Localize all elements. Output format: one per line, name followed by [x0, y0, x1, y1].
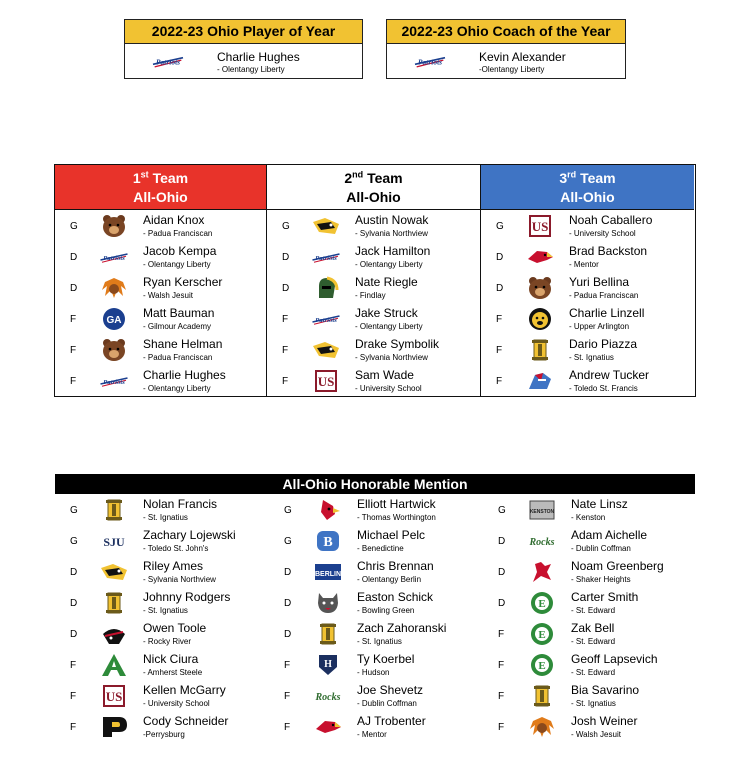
player-school: - University School — [355, 384, 422, 393]
player-name: Shane Helman — [143, 337, 223, 351]
bear-logo-icon — [525, 276, 555, 300]
player-school: - Walsh Jesuit — [571, 730, 621, 739]
player-row — [55, 681, 269, 712]
cardinal-head-logo-icon — [313, 498, 343, 522]
player-name: Noah Caballero — [569, 213, 653, 227]
player-position: F — [498, 722, 505, 733]
player-position: D — [70, 629, 78, 640]
svg-text:US: US — [531, 219, 549, 234]
player-position: G — [70, 221, 78, 232]
svg-text:E: E — [538, 629, 546, 641]
player-row — [269, 650, 483, 681]
player-row — [55, 242, 266, 273]
coach-of-year-school: -Olentangy Liberty — [479, 65, 545, 74]
ignatius-logo-icon — [99, 591, 129, 615]
player-school: - University School — [143, 699, 210, 708]
player-position: D — [496, 252, 504, 263]
player-position: F — [284, 660, 291, 671]
hudson-logo-icon — [313, 653, 343, 677]
player-row — [481, 273, 694, 304]
coach-of-year-title: 2022-23 Ohio Coach of the Year — [387, 20, 625, 44]
player-position: D — [284, 598, 292, 609]
player-row — [55, 335, 266, 366]
svg-text:Patriots: Patriots — [103, 255, 125, 262]
shamrocks-logo-icon — [313, 684, 343, 708]
player-name: Kellen McGarry — [143, 683, 226, 697]
player-row — [55, 526, 269, 557]
warrior-logo-icon — [527, 715, 557, 739]
benedictine-logo-icon — [313, 529, 343, 553]
perrysburg-logo-icon — [99, 715, 129, 739]
player-school: - Olentangy Liberty — [143, 384, 211, 393]
player-row — [269, 526, 483, 557]
svg-text:H: H — [324, 659, 332, 670]
player-school: - Sylvania Northview — [355, 353, 428, 362]
player-name: Nolan Francis — [143, 497, 218, 511]
player-position: D — [282, 283, 290, 294]
player-row — [481, 304, 694, 335]
player-row — [483, 588, 697, 619]
player-position: D — [284, 567, 292, 578]
player-school: - Olentangy Liberty — [355, 260, 423, 269]
player-row — [483, 495, 697, 526]
player-name: Jacob Kempa — [143, 244, 217, 258]
player-row — [267, 335, 480, 366]
ignatius-logo-icon — [527, 684, 557, 708]
coach-of-year-name: Kevin Alexander — [479, 50, 566, 64]
honorable-mention-header: All-Ohio Honorable Mention — [55, 474, 695, 494]
player-position: F — [498, 691, 505, 702]
player-row — [269, 588, 483, 619]
player-row — [55, 366, 266, 397]
player-position: G — [496, 221, 504, 232]
player-row — [483, 526, 697, 557]
player-row — [483, 619, 697, 650]
svg-text:US: US — [105, 689, 123, 704]
player-name: Geoff Lapsevich — [571, 652, 658, 666]
player-position: G — [284, 505, 292, 516]
player-school: - Walsh Jesuit — [143, 291, 193, 300]
svg-text:B: B — [323, 535, 333, 550]
player-name: Bia Savarino — [571, 683, 640, 697]
patriots-logo-icon — [311, 245, 341, 269]
knight-logo-icon — [525, 369, 555, 393]
player-school: - Sylvania Northview — [355, 229, 428, 238]
bear-logo-icon — [99, 338, 129, 362]
player-position: G — [282, 221, 290, 232]
player-row — [269, 681, 483, 712]
player-position: D — [496, 283, 504, 294]
patriots-logo-icon — [99, 245, 129, 269]
patriots-logo-icon — [413, 51, 447, 71]
player-row — [269, 619, 483, 650]
player-row — [269, 712, 483, 743]
player-name: Aidan Knox — [143, 213, 205, 227]
wildcat-logo-icon — [311, 214, 341, 238]
player-name: Charlie Hughes — [143, 368, 226, 382]
player-name: Chris Brennan — [357, 559, 434, 573]
ignatius-logo-icon — [313, 622, 343, 646]
player-row — [55, 588, 269, 619]
svg-text:Patriots: Patriots — [155, 57, 181, 67]
third-team-column — [480, 165, 694, 396]
player-school: - St. Ignatius — [571, 699, 616, 708]
player-position: D — [282, 252, 290, 263]
player-position: F — [70, 345, 77, 356]
st-edward-logo-icon — [527, 591, 557, 615]
bear-logo-icon — [99, 214, 129, 238]
player-of-year-box — [124, 19, 363, 79]
player-name: Nate Linsz — [571, 497, 628, 511]
player-name: Brad Backston — [569, 244, 648, 258]
player-row — [483, 712, 697, 743]
player-school: - Padua Franciscan — [569, 291, 639, 300]
svg-text:Rocks: Rocks — [529, 537, 555, 548]
player-row — [55, 650, 269, 681]
player-name: Matt Bauman — [143, 306, 215, 320]
player-position: G — [70, 536, 78, 547]
player-name: Sam Wade — [355, 368, 414, 382]
player-row — [481, 242, 694, 273]
player-position: F — [70, 660, 77, 671]
player-school: - Toledo St. Francis — [569, 384, 638, 393]
amherst-logo-icon — [99, 653, 129, 677]
player-school: - St. Edward — [571, 606, 616, 615]
player-position: F — [70, 722, 77, 733]
player-school: - Dublin Coffman — [357, 699, 417, 708]
player-name: Ty Koerbel — [357, 652, 415, 666]
player-school: - Benedictine — [357, 544, 404, 553]
svg-text:Patriots: Patriots — [417, 57, 443, 67]
honorable-mention-column-3 — [483, 495, 697, 745]
player-position: F — [282, 345, 289, 356]
player-row — [55, 712, 269, 743]
player-school: - Amherst Steele — [143, 668, 203, 677]
player-name: Zachary Lojewski — [143, 528, 236, 542]
coach-of-year-box — [386, 19, 626, 79]
player-school: -Perrysburg — [143, 730, 185, 739]
player-row — [55, 273, 266, 304]
player-school: - Olentangy Liberty — [355, 322, 423, 331]
us-logo-icon — [311, 369, 341, 393]
player-school: - St. Ignatius — [357, 637, 402, 646]
player-school: - Mentor — [569, 260, 599, 269]
trojan-logo-icon — [311, 276, 341, 300]
player-row — [55, 619, 269, 650]
player-name: Drake Symbolik — [355, 337, 440, 351]
patriots-logo-icon — [151, 51, 185, 71]
player-school: - Rocky River — [143, 637, 192, 646]
player-school: - Olentangy Berlin — [357, 575, 422, 584]
svg-text:E: E — [538, 598, 546, 610]
player-row — [267, 304, 480, 335]
svg-text:Patriots: Patriots — [103, 379, 125, 386]
player-school: - Bowling Green — [357, 606, 415, 615]
player-name: Cody Schneider — [143, 714, 229, 728]
player-school: - Thomas Worthington — [357, 513, 436, 522]
player-name: Noam Greenberg — [571, 559, 664, 573]
cardinal-logo-icon — [313, 715, 343, 739]
player-position: D — [70, 598, 78, 609]
honorable-mention-column-2 — [269, 495, 483, 745]
player-school: - Padua Franciscan — [143, 229, 213, 238]
player-position: F — [70, 314, 77, 325]
player-row — [269, 557, 483, 588]
svg-text:KENSTON: KENSTON — [529, 509, 555, 515]
ga-logo-icon — [99, 307, 129, 331]
player-name: Elliott Hartwick — [357, 497, 436, 511]
bobcat-logo-icon — [313, 591, 343, 615]
sju-logo-icon — [99, 529, 129, 553]
player-name: Nate Riegle — [355, 275, 418, 289]
player-name: Johnny Rodgers — [143, 590, 231, 604]
player-name: Carter Smith — [571, 590, 639, 604]
player-name: Easton Schick — [357, 590, 434, 604]
shamrocks-logo-icon — [527, 529, 557, 553]
player-of-year-title: 2022-23 Ohio Player of Year — [125, 20, 362, 44]
second-team-column — [266, 165, 480, 396]
player-name: Josh Weiner — [571, 714, 638, 728]
kenston-logo-icon — [527, 498, 557, 522]
player-position: D — [70, 567, 78, 578]
player-school: - St. Edward — [571, 668, 616, 677]
player-position: D — [70, 283, 78, 294]
player-row — [267, 242, 480, 273]
player-position: G — [498, 505, 506, 516]
svg-text:US: US — [317, 374, 335, 389]
player-position: F — [496, 314, 503, 325]
player-position: D — [284, 629, 292, 640]
player-row — [481, 211, 694, 242]
player-position: D — [498, 536, 506, 547]
patriots-logo-icon — [99, 369, 129, 393]
first-team-column — [55, 165, 266, 396]
honorable-mention-column-1 — [55, 495, 269, 745]
raider-logo-icon — [527, 560, 557, 584]
player-name: Zak Bell — [571, 621, 615, 635]
player-name: Jack Hamilton — [355, 244, 431, 258]
player-position: F — [282, 376, 289, 387]
player-name: Jake Struck — [355, 306, 418, 320]
player-position: G — [70, 505, 78, 516]
st-edward-logo-icon — [527, 653, 557, 677]
bears-logo-icon — [525, 307, 555, 331]
player-school: - Mentor — [357, 730, 387, 739]
player-school: - Findlay — [355, 291, 386, 300]
player-name: Yuri Bellina — [569, 275, 630, 289]
player-name: Owen Toole — [143, 621, 207, 635]
player-position: F — [496, 376, 503, 387]
player-name: Joe Shevetz — [357, 683, 424, 697]
cardinal-logo-icon — [525, 245, 555, 269]
player-name: Adam Aichelle — [571, 528, 648, 542]
player-name: Dario Piazza — [569, 337, 638, 351]
player-row — [483, 681, 697, 712]
player-school: - Toledo St. John's — [143, 544, 209, 553]
st-edward-logo-icon — [527, 622, 557, 646]
player-position: F — [284, 691, 291, 702]
player-school: - St. Ignatius — [569, 353, 614, 362]
svg-text:E: E — [538, 660, 546, 672]
player-row — [483, 557, 697, 588]
player-position: F — [282, 314, 289, 325]
player-school: - University School — [569, 229, 636, 238]
player-school: - Kenston — [571, 513, 606, 522]
svg-text:Patriots: Patriots — [315, 317, 337, 324]
player-row — [267, 211, 480, 242]
svg-text:Patriots: Patriots — [315, 255, 337, 262]
svg-text:SJU: SJU — [103, 535, 125, 549]
player-name: Andrew Tucker — [569, 368, 650, 382]
player-name: Zach Zahoranski — [357, 621, 447, 635]
player-row — [269, 495, 483, 526]
player-position: F — [498, 660, 505, 671]
player-position: G — [284, 536, 292, 547]
player-row — [481, 366, 694, 397]
svg-text:Rocks: Rocks — [315, 692, 341, 703]
player-school: - St. Edward — [571, 637, 616, 646]
pirate-logo-icon — [99, 622, 129, 646]
player-row — [267, 273, 480, 304]
third-team-header: 3rd Team All-Ohio — [481, 165, 694, 210]
player-position: D — [70, 252, 78, 263]
player-row — [483, 650, 697, 681]
svg-text:GA: GA — [106, 315, 122, 326]
player-name: Ryan Kerscher — [143, 275, 223, 289]
us-logo-icon — [525, 214, 555, 238]
player-of-year-school: - Olentangy Liberty — [217, 65, 285, 74]
all-ohio-teams-table — [54, 164, 696, 397]
player-school: - Sylvania Northview — [143, 575, 216, 584]
player-position: F — [498, 629, 505, 640]
first-team-header: 1st Team All-Ohio — [55, 165, 266, 210]
player-position: D — [498, 598, 506, 609]
player-row — [55, 557, 269, 588]
player-name: Michael Pelc — [357, 528, 426, 542]
player-position: F — [70, 376, 77, 387]
player-row — [55, 495, 269, 526]
wildcat-logo-icon — [311, 338, 341, 362]
player-position: D — [498, 567, 506, 578]
player-row — [481, 335, 694, 366]
player-name: Charlie Linzell — [569, 306, 645, 320]
player-school: - Gilmour Academy — [143, 322, 212, 331]
ignatius-logo-icon — [525, 338, 555, 362]
us-logo-icon — [99, 684, 129, 708]
player-school: - Shaker Heights — [571, 575, 631, 584]
player-school: - St. Ignatius — [143, 606, 188, 615]
warrior-logo-icon — [99, 276, 129, 300]
svg-text:BERLIN: BERLIN — [314, 571, 342, 578]
ignatius-logo-icon — [99, 498, 129, 522]
player-name: Nick Ciura — [143, 652, 199, 666]
berlin-logo-icon — [313, 560, 343, 584]
player-position: F — [284, 722, 291, 733]
player-school: - Upper Arlington — [569, 322, 630, 331]
player-school: - Dublin Coffman — [571, 544, 631, 553]
player-school: - Hudson — [357, 668, 390, 677]
wildcat-logo-icon — [99, 560, 129, 584]
second-team-header: 2nd Team All-Ohio — [267, 165, 480, 210]
player-position: F — [70, 691, 77, 702]
player-row — [55, 211, 266, 242]
player-name: Riley Ames — [143, 559, 204, 573]
player-school: - St. Ignatius — [143, 513, 188, 522]
player-school: - Olentangy Liberty — [143, 260, 211, 269]
player-position: F — [496, 345, 503, 356]
patriots-logo-icon — [311, 307, 341, 331]
player-name: Austin Nowak — [355, 213, 429, 227]
player-row — [267, 366, 480, 397]
player-row — [55, 304, 266, 335]
player-name: AJ Trobenter — [357, 714, 426, 728]
player-of-year-name: Charlie Hughes — [217, 50, 300, 64]
player-school: - Padua Franciscan — [143, 353, 213, 362]
